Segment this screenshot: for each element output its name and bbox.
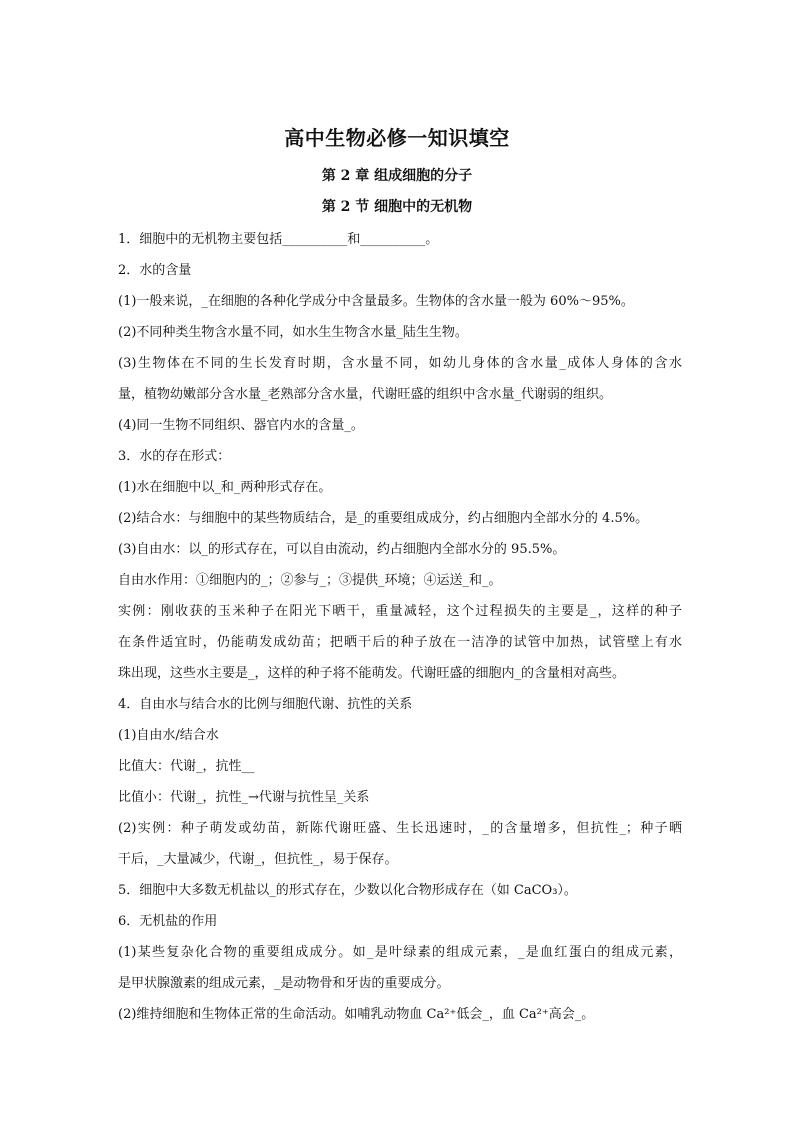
text-line: (4)同一生物不同组织、器官内水的含量_。 [118,418,364,433]
text-line: 珠出现，这些水主要是_，这样的种子将不能萌发。代谢旺盛的细胞内_的含量相对高些。 [118,666,626,681]
text-line: 3．水的存在形式： [118,449,231,464]
text-line: 6．无机盐的作用 [118,914,218,929]
text-line: 是甲状腺激素的组成元素，_是动物骨和牙齿的重要成分。 [118,976,450,991]
text-line: (1)自由水/结合水 [118,728,219,743]
section-heading: 第 2 节 细胞中的无机物 [321,199,473,215]
text-line: (2)维持细胞和生物体正常的生命活动。如哺乳动物血 Ca²⁺低会_，血 Ca²⁺高会_。 [118,1007,595,1022]
text-line: (2)不同种类生物含水量不同，如水生生物含水量_陆生生物。 [118,325,468,340]
text-line: (2)实例：种子萌发或幼苗，新陈代谢旺盛、生长迅速时，_的含量增多，但抗性_；种子晒 [118,821,682,836]
text-line: 在条件适宜时，仍能萌发成幼苗；把晒干后的种子放在一洁净的试管中加热，试管壁上有水 [118,635,682,650]
text-line: 量，植物幼嫩部分含水量_老熟部分含水量，代谢旺盛的组织中含水量_代谢弱的组织。 [118,387,613,402]
chapter-heading: 第 2 章 组成细胞的分子 [321,168,473,184]
text-line: 2．水的含量 [118,263,192,278]
document-body [118,224,682,1030]
text-line: 比值小：代谢_，抗性_→代谢与抗性呈_关系 [118,790,370,805]
document-title: 高中生物必修一知识填空 [284,126,510,150]
text-line: 自由水作用：①细胞内的_；②参与_；③提供_环境；④运送_和_。 [118,573,502,588]
text-line: (1)一般来说，_在细胞的各种化学成分中含量最多。生物体的含水量一般为 60%～95%。 [118,294,634,309]
text-line: (1)某些复杂化合物的重要组成成分。如_是叶绿素的组成元素，_是血红蛋白的组成元素， [118,945,682,960]
text-line: 比值大：代谢_，抗性__ [118,759,255,774]
text-line: 实例：刚收获的玉米种子在阳光下晒干，重量减轻，这个过程损失的主要是_，这样的种子 [118,604,682,619]
text-line: (3)生物体在不同的生长发育时期，含水量不同，如幼儿身体的含水量_成体人身体的含水 [118,356,682,371]
text-line: 5．细胞中大多数无机盐以_的形式存在，少数以化合物形成存在（如 CaCO₃）。 [118,883,577,898]
text-line: (2)结合水：与细胞中的某些物质结合，是_的重要组成成分，约占细胞内全部水分的 4.5%。 [118,511,649,526]
text-line: (3)自由水：以_的形式存在，可以自由流动，约占细胞内全部水分的 95.5%。 [118,542,566,557]
text-line: (1)水在细胞中以_和_两种形式存在。 [118,480,332,495]
text-line: 4．自由水与结合水的比例与细胞代谢、抗性的关系 [118,697,413,712]
text-line: 1．细胞中的无机物主要包括__________和__________。 [118,232,439,247]
text-line: 干后，_大量减少，代谢_，但抗性_，易于保存。 [118,852,398,867]
